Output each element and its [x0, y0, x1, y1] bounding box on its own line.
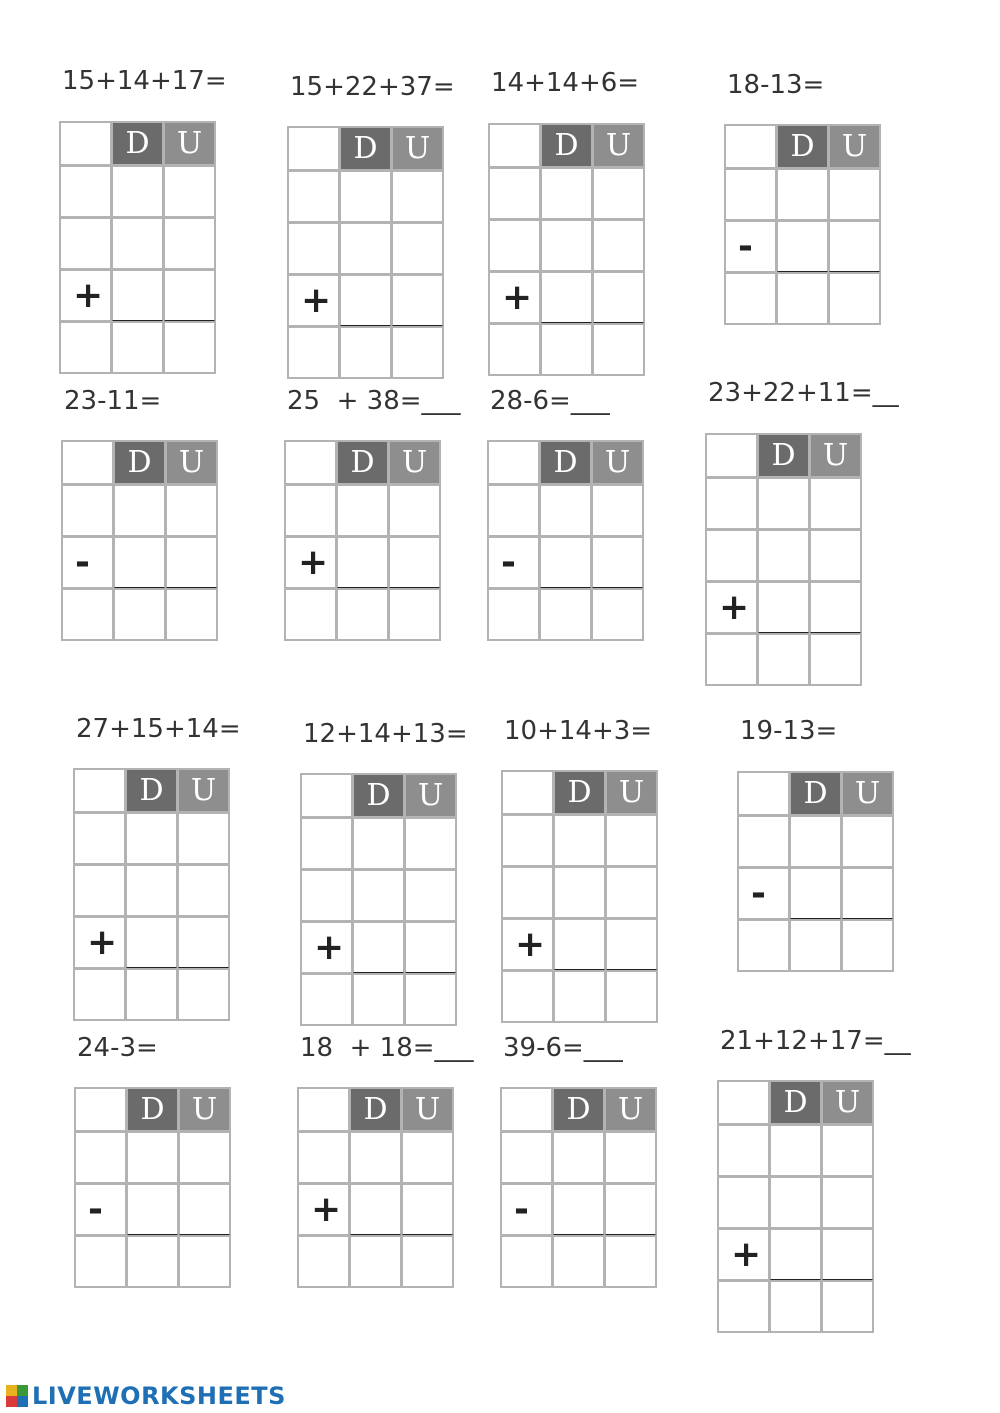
units-input-cell[interactable] — [391, 222, 444, 275]
empty-cell — [501, 970, 554, 1023]
units-header: U — [828, 124, 881, 169]
empty-cell — [284, 588, 337, 641]
units-header: U — [165, 440, 218, 485]
problem-label: 27+15+14= — [76, 714, 241, 744]
tens-input-cell[interactable] — [111, 321, 164, 374]
empty-cell — [705, 633, 758, 686]
plus-sign: + — [717, 1228, 770, 1281]
tens-header: D — [111, 121, 164, 166]
empty-cell — [705, 529, 758, 582]
units-input-cell[interactable] — [605, 814, 658, 867]
units-input-cell[interactable] — [404, 973, 457, 1026]
units-input-cell[interactable] — [163, 269, 216, 322]
problem-label: 12+14+13= — [303, 719, 468, 749]
tens-input-cell[interactable] — [125, 864, 178, 917]
tens-input-cell[interactable] — [757, 477, 810, 530]
units-header: U — [604, 1087, 657, 1132]
place-value-grid — [301, 774, 457, 1026]
problem-label: 28-6=___ — [490, 386, 610, 416]
tens-input-cell[interactable] — [540, 271, 593, 324]
tens-input-cell[interactable] — [113, 588, 166, 641]
problem-label: 15+22+37= — [290, 72, 455, 102]
tens-header: D — [126, 1087, 179, 1132]
problem-label: 23+22+11=__ — [708, 378, 899, 408]
units-input-cell[interactable] — [163, 217, 216, 270]
grid-corner-cell — [59, 121, 112, 166]
empty-cell — [500, 1235, 553, 1288]
units-input-cell[interactable] — [592, 219, 645, 272]
empty-cell — [287, 222, 340, 275]
tens-input-cell[interactable] — [539, 536, 592, 589]
empty-cell — [287, 170, 340, 223]
tens-header: D — [125, 768, 178, 813]
place-value-grid — [738, 772, 894, 972]
grid-corner-cell — [724, 124, 777, 169]
tens-input-cell[interactable] — [789, 815, 842, 868]
empty-cell — [737, 815, 790, 868]
units-input-cell[interactable] — [165, 536, 218, 589]
grid-corner-cell — [487, 440, 540, 485]
empty-cell — [297, 1235, 350, 1288]
empty-cell — [61, 588, 114, 641]
place-value-grid — [62, 441, 218, 641]
empty-cell — [500, 1131, 553, 1184]
tens-input-cell[interactable] — [336, 484, 389, 537]
tens-input-cell[interactable] — [113, 536, 166, 589]
tens-input-cell[interactable] — [125, 968, 178, 1021]
units-input-cell[interactable] — [177, 968, 230, 1021]
tens-header: D — [336, 440, 389, 485]
empty-cell — [73, 812, 126, 865]
place-value-grid — [488, 441, 644, 641]
minus-sign: - — [737, 867, 790, 920]
problem-label: 10+14+3= — [504, 716, 653, 746]
grid-corner-cell — [74, 1087, 127, 1132]
empty-cell — [737, 919, 790, 972]
logo-square — [17, 1385, 28, 1396]
empty-cell — [501, 866, 554, 919]
units-input-cell[interactable] — [809, 529, 862, 582]
minus-sign: - — [724, 220, 777, 273]
units-header: U — [391, 126, 444, 171]
units-input-cell[interactable] — [828, 272, 881, 325]
tens-input-cell[interactable] — [336, 536, 389, 589]
units-input-cell[interactable] — [404, 817, 457, 870]
empty-cell — [59, 321, 112, 374]
units-input-cell[interactable] — [591, 536, 644, 589]
empty-cell — [284, 484, 337, 537]
tens-input-cell[interactable] — [789, 867, 842, 920]
tens-input-cell[interactable] — [757, 633, 810, 686]
tens-input-cell[interactable] — [789, 919, 842, 972]
plus-sign: + — [705, 581, 758, 634]
units-input-cell[interactable] — [388, 484, 441, 537]
minus-sign: - — [74, 1183, 127, 1236]
units-input-cell[interactable] — [391, 326, 444, 379]
tens-input-cell[interactable] — [539, 588, 592, 641]
tens-input-cell[interactable] — [769, 1228, 822, 1281]
units-header: U — [388, 440, 441, 485]
empty-cell — [73, 968, 126, 1021]
grid-corner-cell — [300, 773, 353, 818]
tens-input-cell[interactable] — [111, 217, 164, 270]
units-header: U — [821, 1080, 874, 1125]
units-input-cell[interactable] — [391, 170, 444, 223]
place-value-grid — [288, 127, 444, 379]
empty-cell — [717, 1124, 770, 1177]
tens-input-cell[interactable] — [339, 170, 392, 223]
empty-cell — [74, 1131, 127, 1184]
tens-input-cell[interactable] — [757, 529, 810, 582]
plus-sign: + — [300, 921, 353, 974]
units-input-cell[interactable] — [592, 167, 645, 220]
units-header: U — [841, 771, 894, 816]
tens-input-cell[interactable] — [552, 1235, 605, 1288]
tens-input-cell[interactable] — [111, 269, 164, 322]
units-input-cell[interactable] — [388, 536, 441, 589]
units-input-cell[interactable] — [177, 916, 230, 969]
grid-corner-cell — [488, 123, 541, 168]
units-input-cell[interactable] — [841, 919, 894, 972]
units-header: U — [401, 1087, 454, 1132]
empty-cell — [717, 1280, 770, 1333]
tens-input-cell[interactable] — [757, 581, 810, 634]
tens-header: D — [553, 770, 606, 815]
minus-sign: - — [61, 536, 114, 589]
tens-header: D — [776, 124, 829, 169]
tens-input-cell[interactable] — [349, 1131, 402, 1184]
units-input-cell[interactable] — [391, 274, 444, 327]
logo-square — [6, 1385, 17, 1396]
empty-cell — [61, 484, 114, 537]
place-value-grid — [60, 122, 216, 374]
units-input-cell[interactable] — [591, 484, 644, 537]
units-input-cell[interactable] — [605, 918, 658, 971]
place-value-grid — [725, 125, 881, 325]
problem-label: 24-3= — [77, 1033, 158, 1063]
place-value-grid — [706, 434, 862, 686]
tens-input-cell[interactable] — [126, 1131, 179, 1184]
place-value-grid — [502, 771, 658, 1023]
units-header: U — [809, 433, 862, 478]
tens-input-cell[interactable] — [540, 219, 593, 272]
place-value-grid — [298, 1088, 454, 1288]
grid-corner-cell — [705, 433, 758, 478]
minus-sign: - — [487, 536, 540, 589]
tens-header: D — [769, 1080, 822, 1125]
tens-input-cell[interactable] — [339, 326, 392, 379]
units-input-cell[interactable] — [404, 869, 457, 922]
problem-label: 25 + 38=___ — [287, 386, 461, 416]
place-value-grid — [75, 1088, 231, 1288]
tens-header: D — [757, 433, 810, 478]
grid-corner-cell — [500, 1087, 553, 1132]
footer — [6, 1381, 286, 1411]
place-value-grid — [74, 769, 230, 1021]
units-input-cell[interactable] — [809, 633, 862, 686]
empty-cell — [487, 588, 540, 641]
units-header: U — [178, 1087, 231, 1132]
units-input-cell[interactable] — [841, 815, 894, 868]
tens-input-cell[interactable] — [111, 165, 164, 218]
problem-label: 39-6=___ — [503, 1033, 623, 1063]
grid-corner-cell — [717, 1080, 770, 1125]
empty-cell — [488, 323, 541, 376]
units-input-cell[interactable] — [821, 1124, 874, 1177]
units-input-cell[interactable] — [605, 866, 658, 919]
brand-name: LIVEWORKSHEETS — [32, 1382, 286, 1410]
tens-input-cell[interactable] — [349, 1235, 402, 1288]
empty-cell — [59, 165, 112, 218]
plus-sign: + — [501, 918, 554, 971]
tens-input-cell[interactable] — [553, 866, 606, 919]
tens-header: D — [339, 126, 392, 171]
empty-cell — [724, 168, 777, 221]
tens-input-cell[interactable] — [553, 918, 606, 971]
tens-header: D — [113, 440, 166, 485]
tens-header: D — [789, 771, 842, 816]
units-input-cell[interactable] — [821, 1176, 874, 1229]
units-input-cell[interactable] — [809, 581, 862, 634]
tens-header: D — [539, 440, 592, 485]
problem-label: 19-13= — [740, 716, 838, 746]
units-input-cell[interactable] — [592, 271, 645, 324]
empty-cell — [501, 814, 554, 867]
tens-header: D — [540, 123, 593, 168]
units-input-cell[interactable] — [401, 1131, 454, 1184]
empty-cell — [74, 1235, 127, 1288]
logo-square — [17, 1396, 28, 1407]
empty-cell — [488, 219, 541, 272]
problem-label: 23-11= — [64, 386, 162, 416]
tens-header: D — [552, 1087, 605, 1132]
problem-label: 18 + 18=___ — [300, 1033, 474, 1063]
units-input-cell[interactable] — [163, 321, 216, 374]
units-input-cell[interactable] — [604, 1131, 657, 1184]
units-input-cell[interactable] — [841, 867, 894, 920]
plus-sign: + — [297, 1183, 350, 1236]
units-header: U — [163, 121, 216, 166]
grid-corner-cell — [73, 768, 126, 813]
tens-input-cell[interactable] — [336, 588, 389, 641]
empty-cell — [300, 869, 353, 922]
units-input-cell[interactable] — [177, 864, 230, 917]
tens-input-cell[interactable] — [552, 1131, 605, 1184]
tens-input-cell[interactable] — [776, 168, 829, 221]
plus-sign: + — [287, 274, 340, 327]
grid-corner-cell — [501, 770, 554, 815]
tens-header: D — [349, 1087, 402, 1132]
tens-input-cell[interactable] — [339, 274, 392, 327]
plus-sign: + — [73, 916, 126, 969]
tens-input-cell[interactable] — [126, 1183, 179, 1236]
empty-cell — [297, 1131, 350, 1184]
tens-input-cell[interactable] — [352, 869, 405, 922]
tens-input-cell[interactable] — [339, 222, 392, 275]
empty-cell — [287, 326, 340, 379]
empty-cell — [488, 167, 541, 220]
tens-header: D — [352, 773, 405, 818]
empty-cell — [300, 973, 353, 1026]
grid-corner-cell — [287, 126, 340, 171]
units-input-cell[interactable] — [165, 588, 218, 641]
units-input-cell[interactable] — [809, 477, 862, 530]
units-input-cell[interactable] — [404, 921, 457, 974]
units-input-cell[interactable] — [605, 970, 658, 1023]
logo-square — [6, 1396, 17, 1407]
units-input-cell[interactable] — [821, 1228, 874, 1281]
grid-corner-cell — [61, 440, 114, 485]
units-input-cell[interactable] — [604, 1235, 657, 1288]
tens-input-cell[interactable] — [125, 916, 178, 969]
units-input-cell[interactable] — [401, 1183, 454, 1236]
units-input-cell[interactable] — [388, 588, 441, 641]
units-input-cell[interactable] — [401, 1235, 454, 1288]
place-value-grid — [718, 1081, 874, 1333]
empty-cell — [300, 817, 353, 870]
units-input-cell[interactable] — [177, 812, 230, 865]
tens-input-cell[interactable] — [769, 1280, 822, 1333]
tens-input-cell[interactable] — [352, 973, 405, 1026]
tens-input-cell[interactable] — [113, 484, 166, 537]
liveworksheets-logo-icon — [6, 1385, 28, 1407]
units-input-cell[interactable] — [591, 588, 644, 641]
units-input-cell[interactable] — [821, 1280, 874, 1333]
tens-input-cell[interactable] — [540, 323, 593, 376]
plus-sign: + — [488, 271, 541, 324]
units-header: U — [605, 770, 658, 815]
units-input-cell[interactable] — [178, 1131, 231, 1184]
units-input-cell[interactable] — [165, 484, 218, 537]
empty-cell — [487, 484, 540, 537]
units-input-cell[interactable] — [163, 165, 216, 218]
tens-input-cell[interactable] — [349, 1183, 402, 1236]
empty-cell — [59, 217, 112, 270]
tens-input-cell[interactable] — [125, 812, 178, 865]
problem-label: 15+14+17= — [62, 66, 227, 96]
units-input-cell[interactable] — [178, 1183, 231, 1236]
units-header: U — [177, 768, 230, 813]
tens-input-cell[interactable] — [769, 1176, 822, 1229]
empty-cell — [724, 272, 777, 325]
grid-corner-cell — [297, 1087, 350, 1132]
tens-input-cell[interactable] — [352, 921, 405, 974]
tens-input-cell[interactable] — [126, 1235, 179, 1288]
units-header: U — [404, 773, 457, 818]
empty-cell — [73, 864, 126, 917]
plus-sign: + — [284, 536, 337, 589]
tens-input-cell[interactable] — [552, 1183, 605, 1236]
units-input-cell[interactable] — [178, 1235, 231, 1288]
tens-input-cell[interactable] — [540, 167, 593, 220]
empty-cell — [717, 1176, 770, 1229]
place-value-grid — [501, 1088, 657, 1288]
units-input-cell[interactable] — [828, 220, 881, 273]
tens-input-cell[interactable] — [553, 970, 606, 1023]
units-header: U — [591, 440, 644, 485]
place-value-grid — [489, 124, 645, 376]
problem-label: 14+14+6= — [491, 68, 640, 98]
grid-corner-cell — [284, 440, 337, 485]
tens-input-cell[interactable] — [769, 1124, 822, 1177]
units-header: U — [592, 123, 645, 168]
tens-input-cell[interactable] — [553, 814, 606, 867]
units-input-cell[interactable] — [604, 1183, 657, 1236]
units-input-cell[interactable] — [828, 168, 881, 221]
tens-input-cell[interactable] — [776, 220, 829, 273]
minus-sign: - — [500, 1183, 553, 1236]
tens-input-cell[interactable] — [352, 817, 405, 870]
tens-input-cell[interactable] — [539, 484, 592, 537]
tens-input-cell[interactable] — [776, 272, 829, 325]
units-input-cell[interactable] — [592, 323, 645, 376]
plus-sign: + — [59, 269, 112, 322]
grid-corner-cell — [737, 771, 790, 816]
problem-label: 18-13= — [727, 70, 825, 100]
place-value-grid — [285, 441, 441, 641]
empty-cell — [705, 477, 758, 530]
problem-label: 21+12+17=__ — [720, 1026, 911, 1056]
